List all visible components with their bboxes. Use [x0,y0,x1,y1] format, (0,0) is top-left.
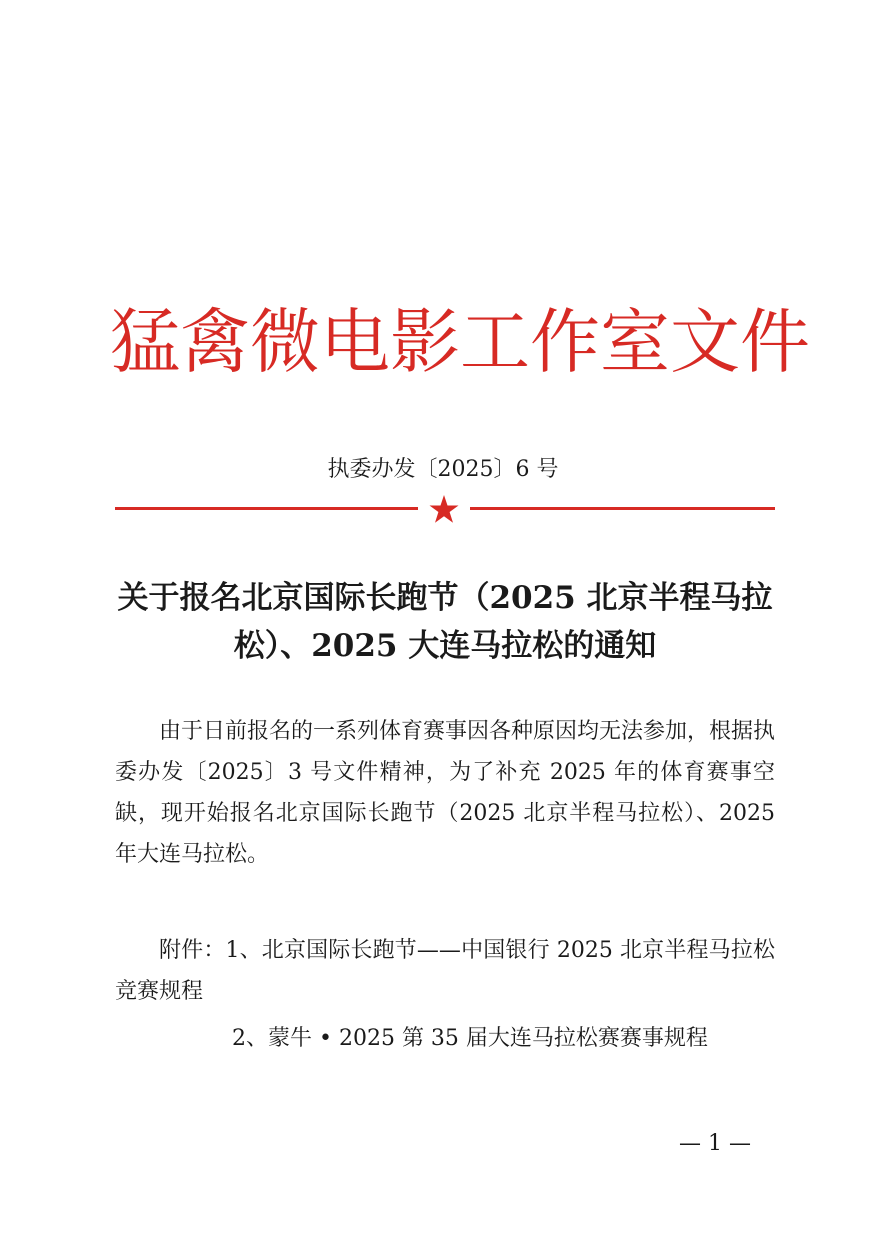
attachment-item-1: 附件：1、北京国际长跑节——中国银行 2025 北京半程马拉松竞赛规程 [115,938,775,1004]
red-divider-left [115,507,418,510]
page-number: — 1 — [679,1131,751,1156]
organization-header-title: 猛禽微电影工作室文件 [110,301,810,383]
star-icon [428,494,460,526]
document-title: 关于报名北京国际长跑节（2025 北京半程马拉松）、2025 大连马拉松的通知 [117,580,773,664]
body-paragraph: 由于日前报名的一系列体育赛事因各种原因均无法参加，根据执委办发〔2025〕3 号文件精神，为了补充 2025 年的体育赛事空缺，现开始报名北京国际长跑节（2025 北京半程马拉松）、2025 年大连马拉松。 [115,719,776,867]
red-divider-right [470,507,775,510]
document-number: 执委办发〔2025〕6 号 [327,457,559,482]
attachment-item-2: 2、蒙牛 • 2025 第 35 届大连马拉松赛赛事规程 [232,1026,708,1051]
